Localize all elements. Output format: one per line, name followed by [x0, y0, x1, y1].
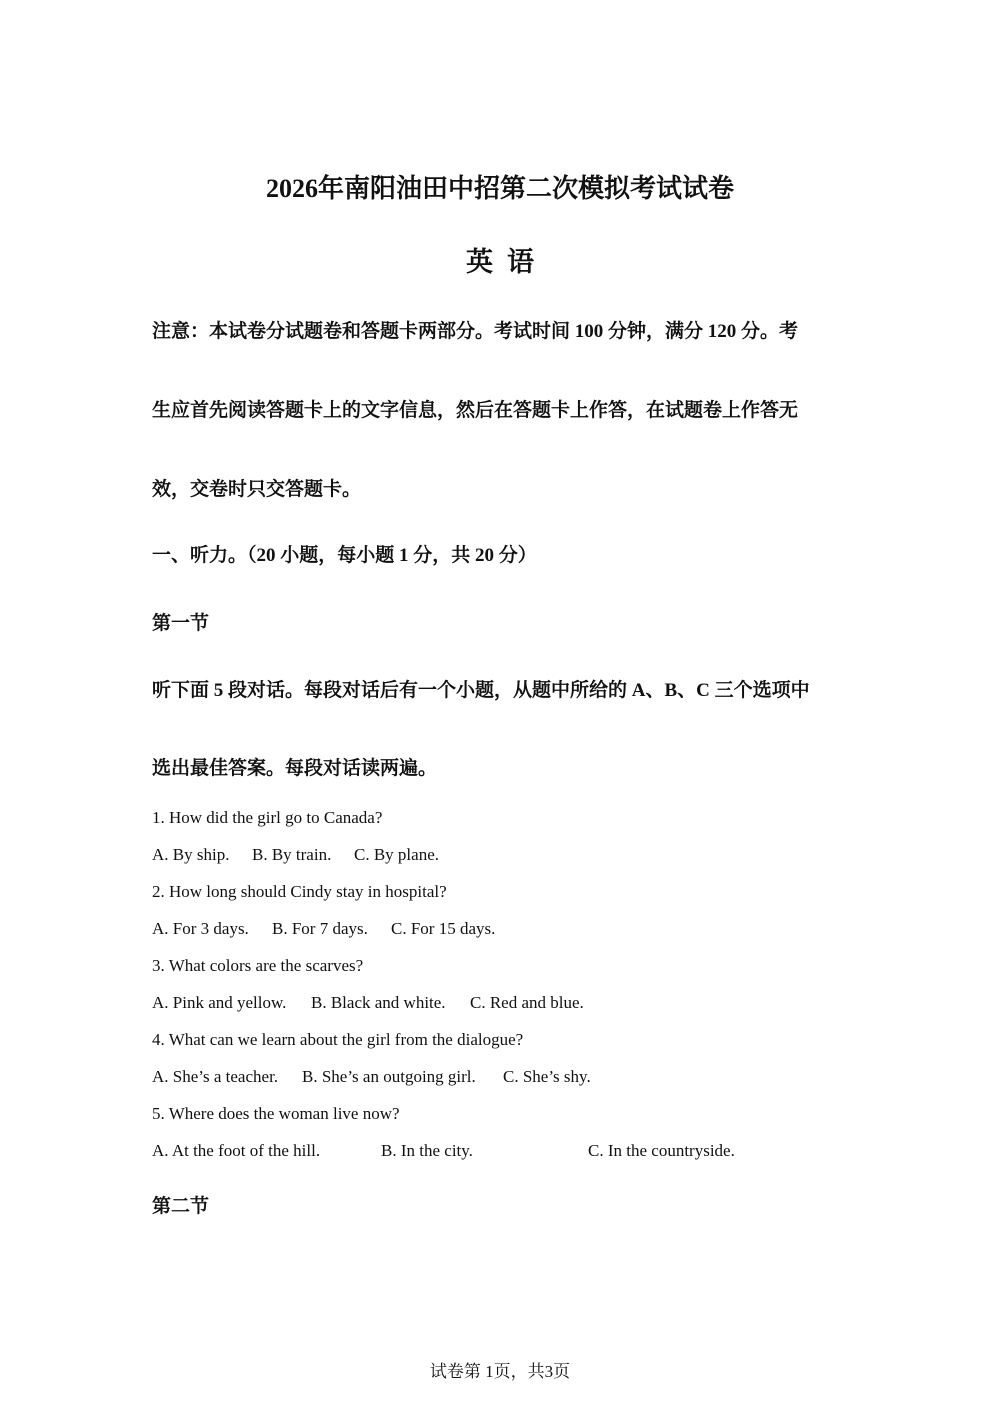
option-a: A. At the foot of the hill. — [152, 1141, 321, 1160]
option-a: A. For 3 days. — [152, 919, 249, 938]
section-1-instruction-line-1: 听下面 5 段对话。每段对话后有一个小题，从题中所给的 A、B、C 三个选项中 — [152, 680, 810, 701]
question-4: 4. What can we learn about the girl from the dialogue? — [152, 1030, 524, 1049]
section-2-heading: 第二节 — [152, 1196, 210, 1217]
option-c: C. For 15 days. — [391, 919, 496, 938]
notice-line-1: 注意：本试卷分试题卷和答题卡两部分。考试时间 100 分钟，满分 120 分。考 — [152, 321, 799, 342]
question-3: 3. What colors are the scarves? — [152, 956, 364, 975]
exam-title: 2026年南阳油田中招第二次模拟考试试卷 — [265, 174, 734, 203]
listening-heading: 一、听力。（20 小题，每小题 1 分，共 20 分） — [152, 545, 537, 566]
question-2: 2. How long should Cindy stay in hospital? — [152, 882, 447, 901]
notice-line-2: 生应首先阅读答题卡上的文字信息，然后在答题卡上作答，在试题卷上作答无 — [152, 400, 799, 421]
option-c: C. In the countryside. — [588, 1141, 735, 1160]
page-footer: 试卷第 1页，共3页 — [429, 1362, 571, 1381]
section-1-instruction-line-2: 选出最佳答案。每段对话读两遍。 — [152, 758, 438, 779]
option-c: C. Red and blue. — [470, 993, 584, 1012]
option-b: B. She’s an outgoing girl. — [302, 1067, 476, 1086]
option-b: B. Black and white. — [311, 993, 446, 1012]
option-a: A. She’s a teacher. — [152, 1067, 279, 1086]
option-c: C. She’s shy. — [503, 1067, 591, 1086]
subject-title: 英语 — [466, 247, 548, 277]
option-b: B. In the city. — [381, 1141, 473, 1160]
question-5: 5. Where does the woman live now? — [152, 1104, 400, 1123]
option-a: A. By ship. — [152, 845, 230, 864]
section-1-heading: 第一节 — [152, 613, 210, 634]
option-b: B. By train. — [252, 845, 332, 864]
notice-line-3: 效，交卷时只交答题卡。 — [152, 479, 362, 500]
option-b: B. For 7 days. — [272, 919, 368, 938]
option-a: A. Pink and yellow. — [152, 993, 287, 1012]
option-c: C. By plane. — [354, 845, 439, 864]
question-1: 1. How did the girl go to Canada? — [152, 808, 383, 827]
